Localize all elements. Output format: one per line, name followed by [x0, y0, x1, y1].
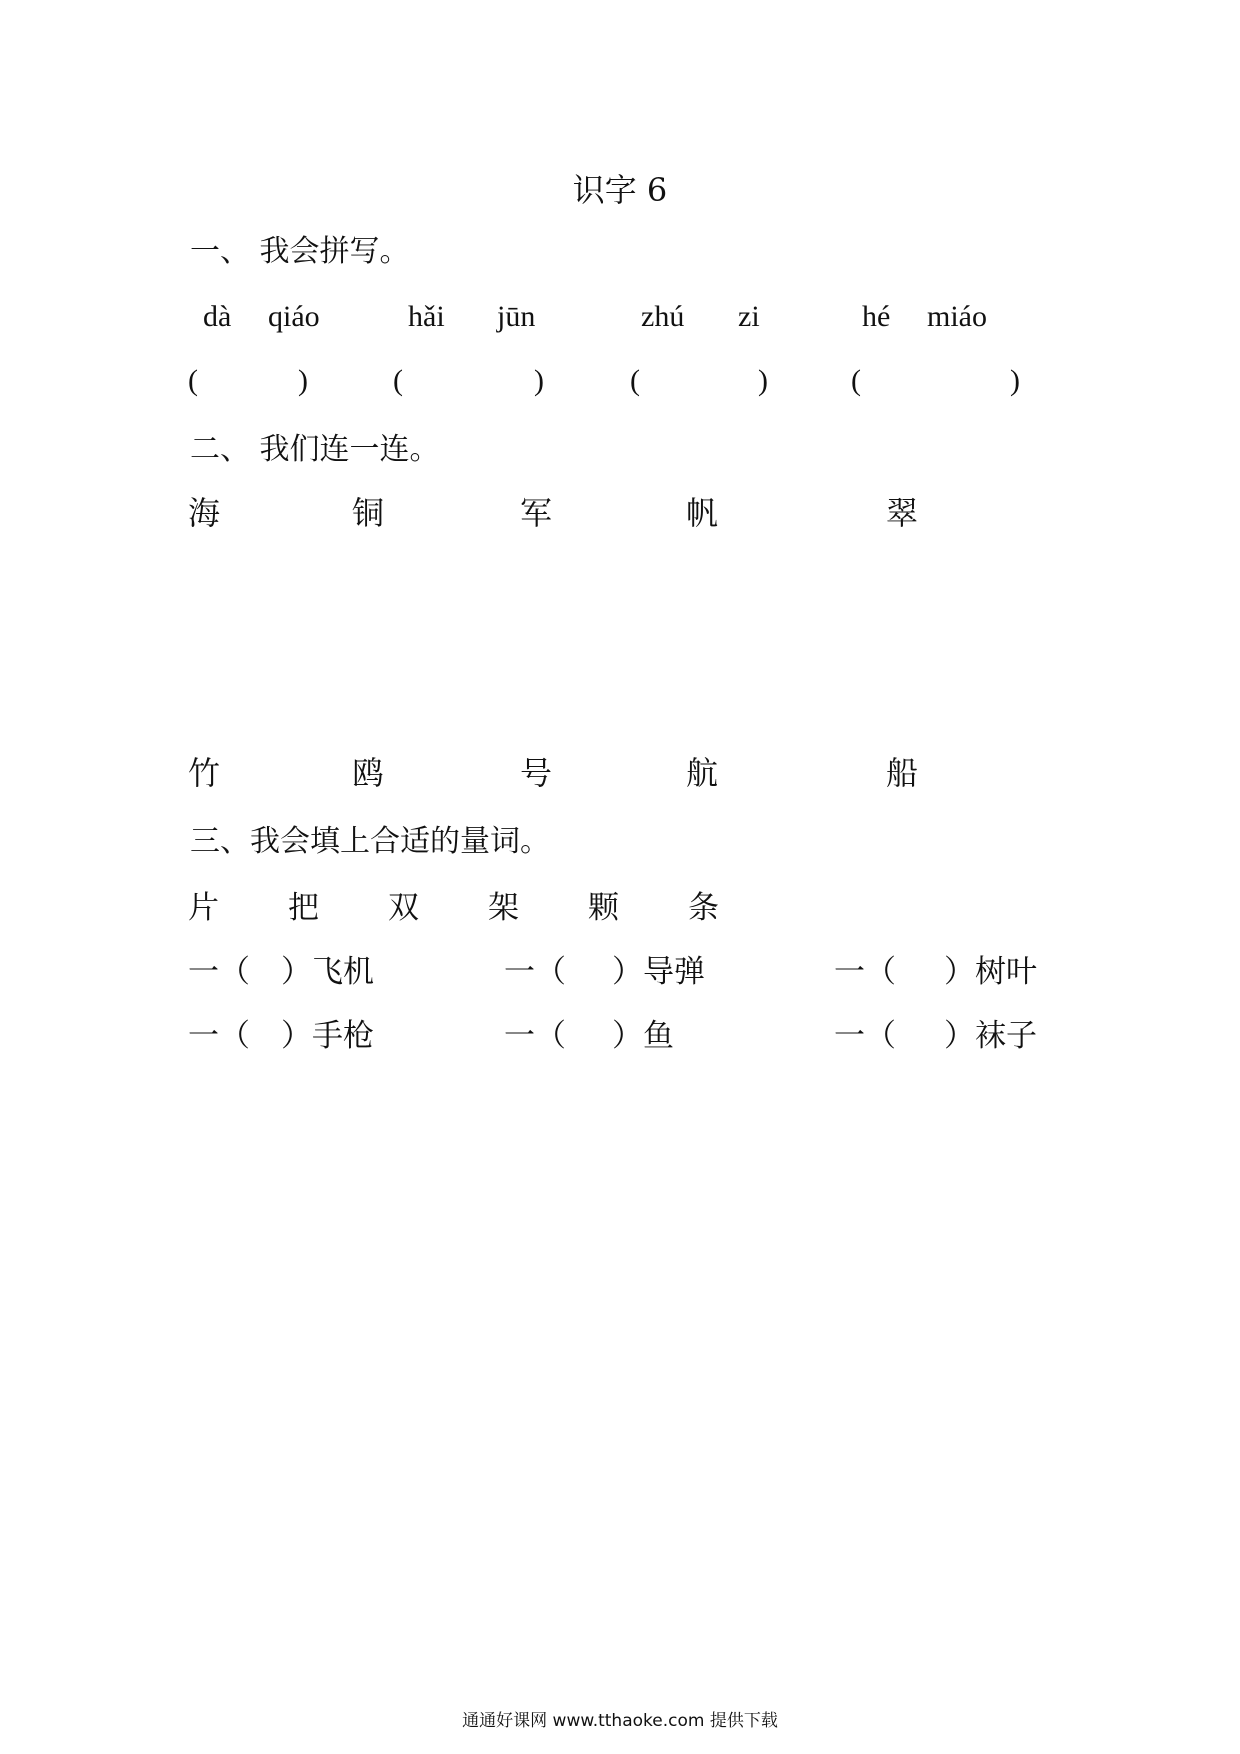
fill-item-6-prefix: 一（ — [834, 1018, 896, 1054]
match-bottom-char[interactable]: 船 — [886, 754, 919, 792]
fill-item-2-prefix: 一（ — [504, 954, 566, 990]
section-1-heading: 一、 我会拼写。 — [190, 234, 410, 269]
match-top-char[interactable]: 军 — [520, 494, 553, 532]
blank-1-open: ( — [188, 364, 198, 397]
page-title: 识字 6 — [572, 171, 668, 209]
fill-item-5-suffix: ）鱼 — [612, 1018, 674, 1054]
section-2-heading: 二、 我们连一连。 — [190, 432, 440, 467]
match-top-char[interactable]: 帆 — [686, 494, 719, 532]
fill-item-3-suffix: ）树叶 — [944, 954, 1037, 990]
blank-3-open: ( — [630, 364, 640, 397]
fill-item-4-prefix: 一（ — [188, 1018, 250, 1054]
pinyin-zhu: zhú — [641, 300, 685, 333]
measure-word: 双 — [388, 890, 419, 926]
pinyin-zi: zi — [738, 300, 760, 333]
pinyin-miao: miáo — [927, 300, 987, 333]
fill-item-3-prefix: 一（ — [834, 954, 896, 990]
measure-word: 颗 — [588, 890, 619, 926]
fill-item-6-suffix: ）袜子 — [944, 1018, 1037, 1054]
pinyin-da: dà — [203, 300, 232, 333]
match-bottom-char[interactable]: 航 — [686, 754, 719, 792]
blank-4-open: ( — [851, 364, 861, 397]
match-top-char[interactable]: 铜 — [352, 494, 385, 532]
blank-2-close: ) — [534, 364, 544, 397]
footer-source: 通通好课网 www.tthaoke.com 提供下载 — [462, 1711, 778, 1731]
fill-item-5-prefix: 一（ — [504, 1018, 566, 1054]
match-bottom-char[interactable]: 号 — [520, 754, 553, 792]
pinyin-qiao: qiáo — [268, 300, 320, 333]
fill-item-1-prefix: 一（ — [188, 954, 250, 990]
blank-1-close: ) — [298, 364, 308, 397]
match-bottom-char[interactable]: 竹 — [188, 754, 221, 792]
match-bottom-char[interactable]: 鸥 — [352, 754, 385, 792]
match-top-char[interactable]: 海 — [188, 494, 221, 532]
blank-4-close: ) — [1010, 364, 1020, 397]
measure-word: 条 — [688, 890, 719, 926]
measure-word: 架 — [488, 890, 519, 926]
match-top-char[interactable]: 翠 — [886, 494, 919, 532]
measure-word: 片 — [188, 890, 219, 926]
measure-word: 把 — [288, 890, 319, 926]
blank-3-close: ) — [758, 364, 768, 397]
fill-item-2-suffix: ）导弹 — [612, 954, 705, 990]
blank-2-open: ( — [393, 364, 403, 397]
fill-item-1-suffix: ）飞机 — [281, 954, 374, 990]
pinyin-hai: hǎi — [408, 300, 445, 333]
pinyin-he: hé — [862, 300, 891, 333]
section-3-heading: 三、我会填上合适的量词。 — [190, 824, 550, 859]
fill-item-4-suffix: ）手枪 — [281, 1018, 374, 1054]
pinyin-jun: jūn — [497, 300, 536, 333]
